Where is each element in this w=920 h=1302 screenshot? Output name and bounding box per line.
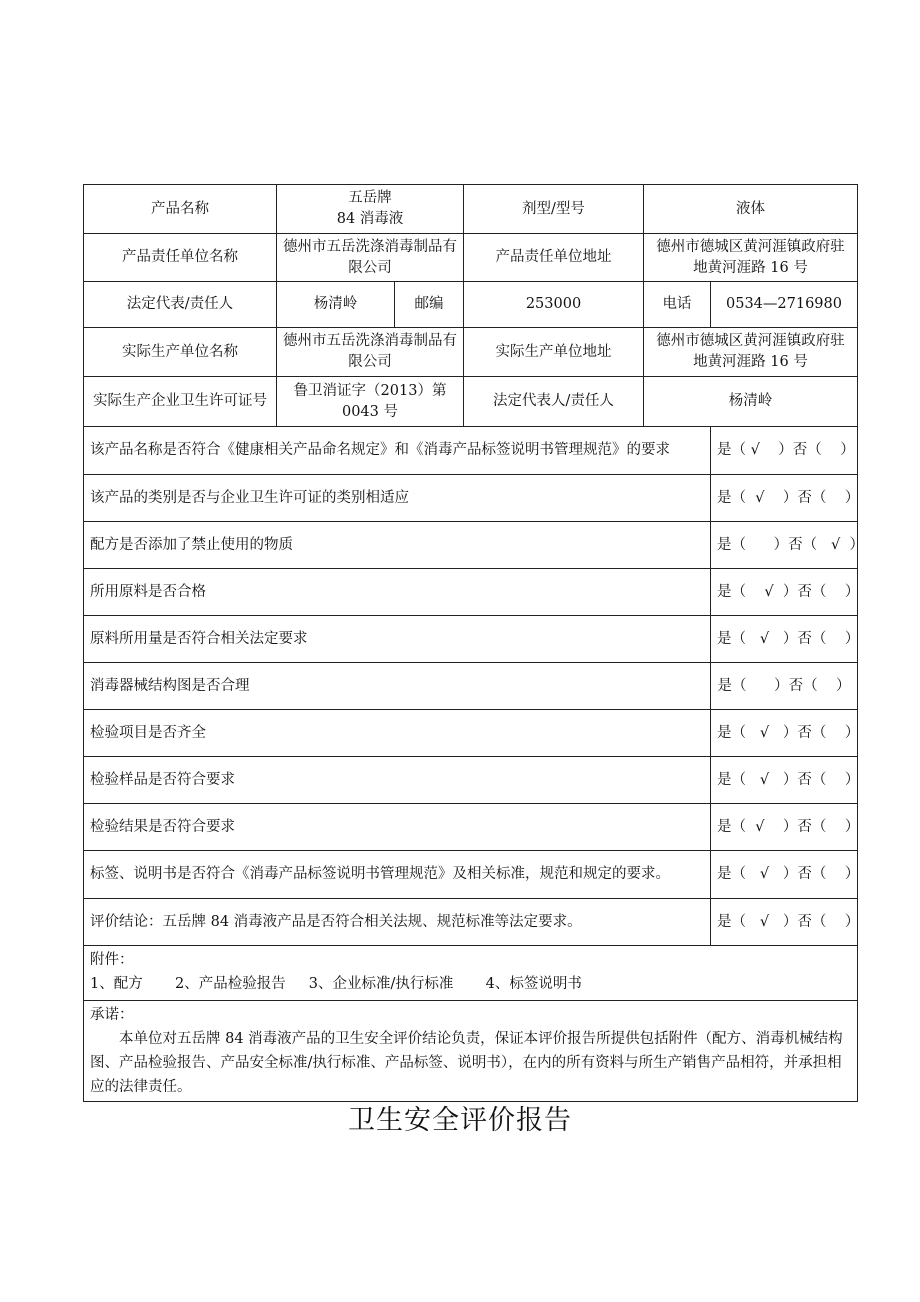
evaluation-form — [83, 184, 864, 1102]
legal-rep-value: 杨清岭 — [277, 282, 395, 328]
row-responsible-unit — [84, 234, 858, 282]
product-name-label: 产品名称 — [84, 185, 277, 234]
check-question: 检验项目是否齐全 — [84, 710, 711, 757]
check-answer: 是（ √ ）否（ ） — [711, 899, 858, 946]
check-answer: 是（ √ ）否（ ） — [711, 710, 858, 757]
attachments-row — [84, 946, 858, 1001]
check-question: 评价结论：五岳牌 84 消毒液产品是否符合相关法规、规范标准等法定要求。 — [84, 899, 711, 946]
legal-rep-label: 法定代表/责任人 — [84, 282, 277, 328]
check-question: 该产品的类别是否与企业卫生许可证的类别相适应 — [84, 475, 711, 522]
actual-unit-value: 德州市五岳洗涤消毒制品有限公司 — [277, 328, 464, 377]
check-question: 配方是否添加了禁止使用的物质 — [84, 522, 711, 569]
check-row — [84, 569, 858, 616]
actual-address-value: 德州市德城区黄河涯镇政府驻地黄河涯路 16 号 — [644, 328, 858, 377]
check-answer: 是（ √ ）否（ ） — [711, 475, 858, 522]
responsible-unit-value: 德州市五岳洗涤消毒制品有限公司 — [277, 234, 464, 282]
check-question: 所用原料是否合格 — [84, 569, 711, 616]
attachments-label: 附件： — [90, 952, 134, 968]
product-name-line1: 五岳牌 — [348, 190, 392, 206]
postcode-label: 邮编 — [395, 282, 464, 328]
check-row — [84, 522, 858, 569]
license-label: 实际生产企业卫生许可证号 — [84, 377, 277, 427]
check-row — [84, 851, 858, 899]
commitment-row — [84, 1001, 858, 1102]
product-name-line2: 84 消毒液 — [336, 211, 404, 227]
check-row — [84, 757, 858, 804]
phone-value: 0534—2716980 — [711, 282, 858, 328]
attachments-cell — [84, 946, 858, 1001]
row-legal-rep — [84, 282, 858, 328]
check-answer: 是（ √ ）否（ ） — [711, 569, 858, 616]
actual-address-label: 实际生产单位地址 — [464, 328, 644, 377]
row-license — [84, 377, 858, 427]
check-row — [84, 475, 858, 522]
form-label: 剂型/型号 — [464, 185, 644, 234]
postcode-value: 253000 — [464, 282, 644, 328]
product-name-value — [277, 185, 464, 234]
license-value: 鲁卫消证字（2013）第0043 号 — [277, 377, 464, 427]
check-row — [84, 663, 858, 710]
commitment-cell — [84, 1001, 858, 1102]
check-row — [84, 616, 858, 663]
check-question: 检验结果是否符合要求 — [84, 804, 711, 851]
check-answer: 是（ ）否（ ） — [711, 663, 858, 710]
actual-unit-label: 实际生产单位名称 — [84, 328, 277, 377]
legal-rep2-value: 杨清岭 — [644, 377, 858, 427]
phone-label: 电话 — [644, 282, 711, 328]
form-table — [83, 184, 864, 1102]
commitment-label: 承诺： — [90, 1007, 134, 1023]
check-question: 标签、说明书是否符合《消毒产品标签说明书管理规范》及相关标准，规范和规定的要求。 — [84, 851, 711, 899]
commitment-text: 本单位对五岳牌 84 消毒液产品的卫生安全评价结论负责，保证本评价报告所提供包括附件（配方、消毒机械结构图、产品检验报告、产品安全标准/执行标准、产品标签、说明书），在内的所有资料与所生产销售产品相符，并承担相应的法律责任。 — [90, 1031, 843, 1095]
check-question: 原料所用量是否符合相关法定要求 — [84, 616, 711, 663]
check-row — [84, 899, 858, 946]
attachments-items: 1、配方 2、产品检验报告 3、企业标准/执行标准 4、标签说明书 — [90, 976, 582, 992]
responsible-unit-label: 产品责任单位名称 — [84, 234, 277, 282]
check-answer: 是（ √ ）否（ ） — [711, 804, 858, 851]
check-row — [84, 710, 858, 757]
check-answer: 是（ √ ）否（ ） — [711, 757, 858, 804]
row-product-name — [84, 185, 858, 234]
responsible-address-value: 德州市德城区黄河涯镇政府驻地黄河涯路 16 号 — [644, 234, 858, 282]
check-question: 检验样品是否符合要求 — [84, 757, 711, 804]
check-row — [84, 427, 858, 475]
check-answer: 是（ √ ）否（ ） — [711, 427, 858, 475]
check-question: 消毒器械结构图是否合理 — [84, 663, 711, 710]
check-answer: 是（ ）否（ √ ） — [711, 522, 858, 569]
responsible-address-label: 产品责任单位地址 — [464, 234, 644, 282]
document-title: 卫生安全评价报告 — [348, 1105, 572, 1136]
check-answer: 是（ √ ）否（ ） — [711, 851, 858, 899]
check-row — [84, 804, 858, 851]
row-actual-unit — [84, 328, 858, 377]
check-answer: 是（ √ ）否（ ） — [711, 616, 858, 663]
check-question: 该产品名称是否符合《健康相关产品命名规定》和《消毒产品标签说明书管理规范》的要求 — [84, 427, 711, 475]
legal-rep2-label: 法定代表人/责任人 — [464, 377, 644, 427]
form-value: 液体 — [644, 185, 858, 234]
